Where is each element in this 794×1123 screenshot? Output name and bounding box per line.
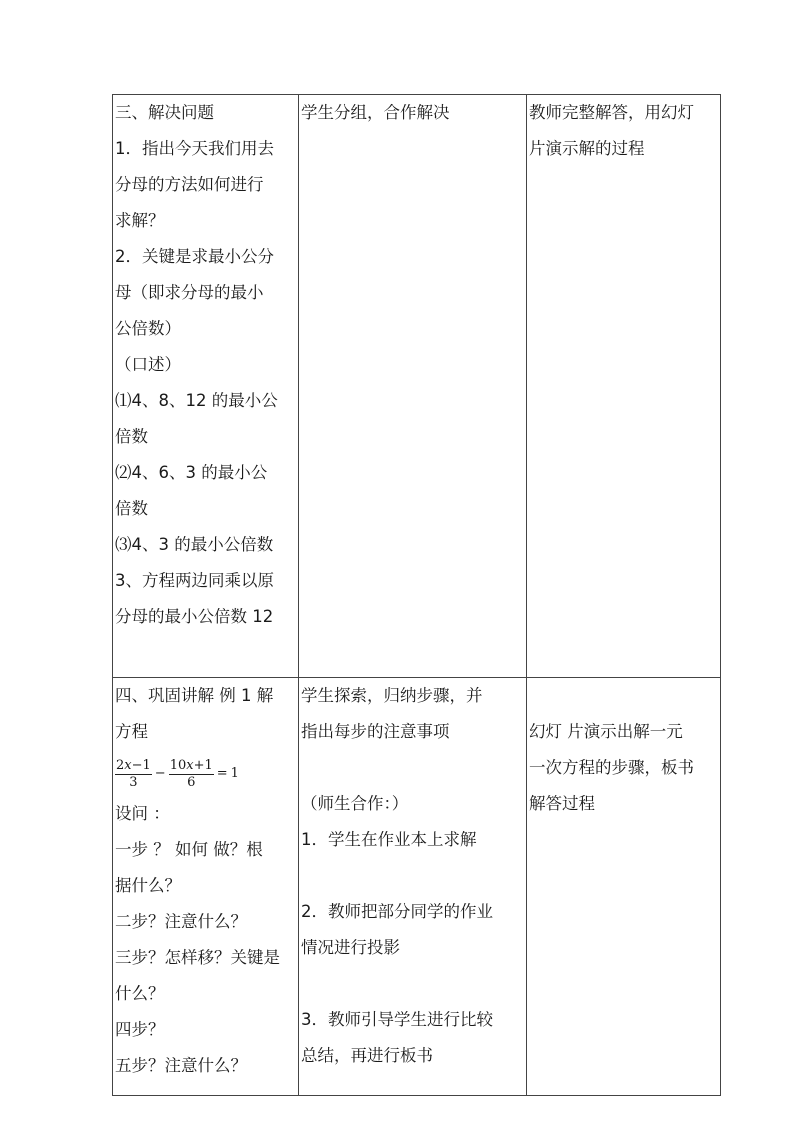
student-activity-line-2: 指出每步的注意事项 bbox=[301, 722, 450, 741]
fraction-1-numerator: 2x−1 bbox=[116, 757, 151, 773]
cell-student-activity bbox=[299, 95, 527, 678]
step-5: 五步？注意什么？ bbox=[115, 1056, 247, 1075]
cell-teacher-activity bbox=[527, 95, 721, 678]
activity-item-2-line-2: 情况进行投影 bbox=[301, 938, 400, 957]
fraction-2-numerator: 10x+1 bbox=[169, 757, 213, 773]
teacher-activity-line-2: 片演示解的过程 bbox=[529, 139, 645, 158]
cell-teaching-content bbox=[113, 95, 299, 678]
step-4: 四步？ bbox=[115, 1020, 165, 1039]
practice-3: ⑶4、3 的最小公倍数 bbox=[115, 535, 274, 554]
fraction-2 bbox=[169, 758, 214, 791]
activity-item-2-line-1: 2．教师把部分同学的作业 bbox=[301, 902, 493, 921]
activity-item-3-line-2: 总结，再进行板书 bbox=[301, 1046, 433, 1065]
teacher-activity-line-1: 幻灯 片演示出解一元 bbox=[529, 722, 683, 741]
fraction-1 bbox=[115, 758, 152, 791]
cell-student-activity bbox=[299, 678, 527, 1096]
question-2-line-3: 公倍数） bbox=[115, 319, 181, 338]
step-1-line-1: 一步 ？ 如何 做？根 bbox=[115, 840, 263, 859]
cooperation-note: （师生合作：） bbox=[301, 794, 409, 813]
section-title-line-2: 方程 bbox=[115, 722, 148, 741]
fraction-1-denominator: 3 bbox=[129, 774, 138, 790]
question-1-line-2: 分母的方法如何进行 bbox=[115, 175, 264, 194]
equation-rhs: 1 bbox=[230, 766, 239, 781]
practice-2-line-1: ⑵4、6、3 的最小公 bbox=[115, 463, 268, 482]
teacher-activity-line-1: 教师完整解答，用幻灯 bbox=[529, 103, 694, 122]
table-row-consolidation bbox=[113, 678, 721, 1096]
student-activity-text: 学生分组，合作解决 bbox=[301, 103, 450, 122]
step-3-line-2: 什么？ bbox=[115, 984, 165, 1003]
question-1-line-3: 求解？ bbox=[115, 211, 165, 230]
section-title-line-1: 四、巩固讲解 例 1 解 bbox=[115, 686, 274, 705]
cell-teacher-activity bbox=[527, 678, 721, 1096]
oral-note: （口述） bbox=[115, 355, 181, 374]
practice-1-line-2: 倍数 bbox=[115, 427, 148, 446]
question-2-line-1: 2．关键是求最小公分 bbox=[115, 247, 274, 266]
question-1-line-1: 1．指出今天我们用去 bbox=[115, 139, 274, 158]
lesson-plan-table bbox=[112, 94, 721, 1096]
cell-teaching-content bbox=[113, 678, 299, 1096]
table-row-solve-problems bbox=[113, 95, 721, 678]
teacher-activity-line-2: 一次方程的步骤，板书 bbox=[529, 758, 694, 777]
question-3-line-2: 分母的最小公倍数 12 bbox=[115, 607, 274, 626]
minus-sign: − bbox=[154, 766, 166, 781]
question-2-line-2: 母（即求分母的最小 bbox=[115, 283, 264, 302]
question-3-line-1: 3、方程两边同乘以原 bbox=[115, 571, 274, 590]
practice-1-line-1: ⑴4、8、12 的最小公 bbox=[115, 391, 278, 410]
equals-sign: = bbox=[216, 766, 228, 781]
step-2: 二步？注意什么？ bbox=[115, 912, 247, 931]
activity-item-3-line-1: 3．教师引导学生进行比较 bbox=[301, 1010, 493, 1029]
step-1-line-2: 据什么？ bbox=[115, 876, 181, 895]
step-3-line-1: 三步？怎样移？关键是 bbox=[115, 948, 280, 967]
activity-item-1: 1．学生在作业本上求解 bbox=[301, 830, 477, 849]
student-activity-line-1: 学生探索，归纳步骤，并 bbox=[301, 686, 483, 705]
teacher-activity-line-3: 解答过程 bbox=[529, 794, 595, 813]
section-title: 三、解决问题 bbox=[115, 103, 214, 122]
question-prompt: 设问 ： bbox=[115, 804, 170, 823]
fraction-2-denominator: 6 bbox=[187, 774, 196, 790]
example-equation bbox=[115, 752, 296, 796]
practice-2-line-2: 倍数 bbox=[115, 499, 148, 518]
